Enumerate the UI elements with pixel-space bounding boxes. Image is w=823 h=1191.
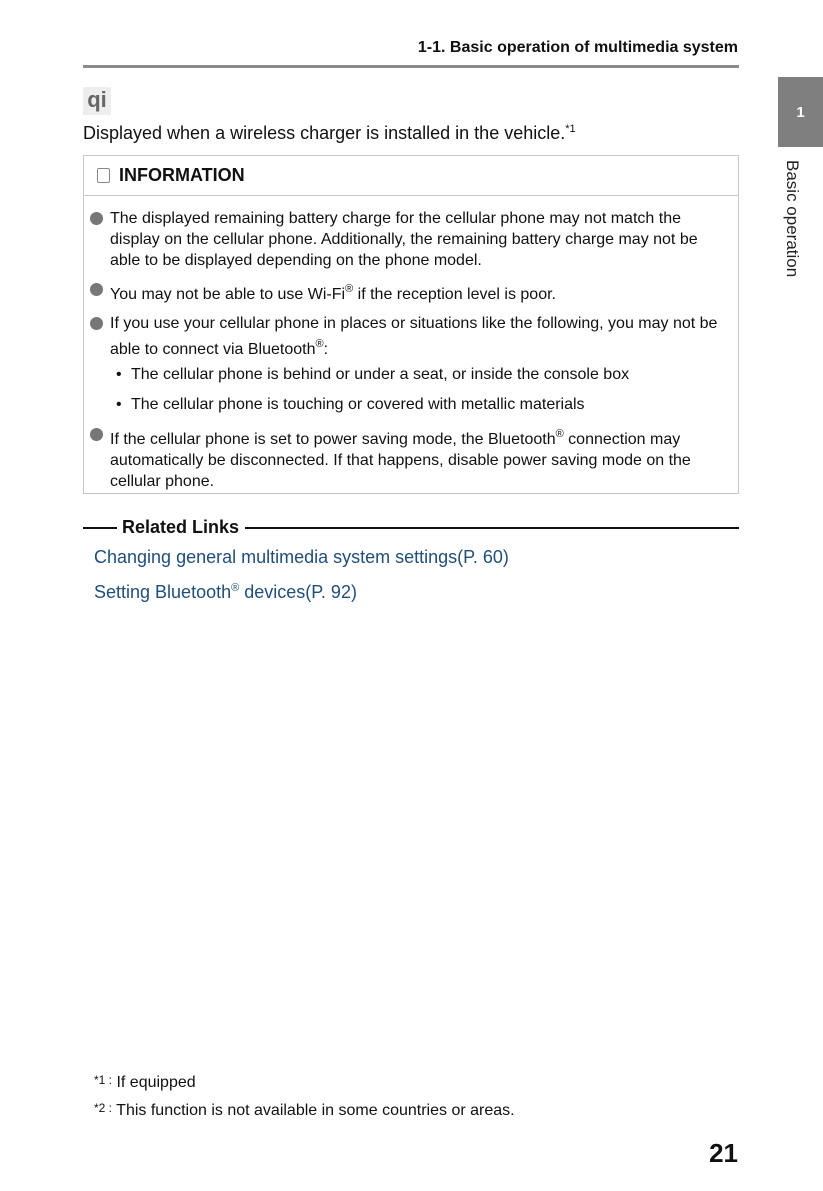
item-text: if the reception level is poor. bbox=[353, 286, 556, 303]
footnote-mark: *1 : bbox=[94, 1073, 113, 1087]
chapter-label: Basic operation bbox=[783, 160, 802, 278]
information-header bbox=[84, 156, 738, 196]
item-text: : bbox=[323, 341, 329, 358]
registered-mark: ® bbox=[555, 428, 564, 440]
list-item bbox=[90, 313, 730, 360]
sub-list-item: • The cellular phone is touching or covered with metallic materials bbox=[90, 394, 730, 415]
registered-mark: ® bbox=[231, 582, 240, 594]
information-title: INFORMATION bbox=[119, 165, 245, 185]
link-text: Setting Bluetooth bbox=[94, 582, 232, 602]
chapter-tab[interactable] bbox=[778, 77, 823, 147]
footnote-1 bbox=[94, 1073, 196, 1092]
list-item bbox=[90, 208, 730, 271]
item-text: If the cellular phone is set to power saving mode, the Bluetooth bbox=[110, 431, 556, 448]
book-icon bbox=[97, 168, 110, 183]
related-links-heading bbox=[83, 517, 739, 538]
qi-wireless-charging-icon: qi bbox=[83, 87, 111, 115]
footnote-text: If equipped bbox=[116, 1074, 196, 1091]
sub-list-item: • The cellular phone is behind or under a seat, or inside the console box bbox=[90, 364, 730, 385]
item-text: connection may automatically be disconnected. If that happens, disable power saving mode on the cellular phone. bbox=[110, 431, 691, 490]
footnote-ref: *1 bbox=[565, 123, 576, 135]
information-box bbox=[83, 155, 739, 494]
related-links-title: Related Links bbox=[122, 517, 240, 537]
list-item bbox=[90, 279, 730, 305]
item-text: If you use your cellular phone in places or situations like the following, you may not be able to connect via Bluetooth bbox=[110, 315, 718, 358]
list-item bbox=[90, 424, 730, 492]
section-header: 1-1. Basic operation of multimedia system bbox=[417, 39, 738, 56]
footnote-2 bbox=[94, 1101, 515, 1120]
description-text: Displayed when a wireless charger is installed in the vehicle. bbox=[83, 123, 566, 143]
chapter-number: 1 bbox=[796, 103, 805, 121]
registered-mark: ® bbox=[315, 338, 324, 350]
page-number: 21 bbox=[709, 1138, 738, 1168]
information-list bbox=[84, 196, 738, 492]
registered-mark: ® bbox=[345, 283, 354, 295]
footnote-text: This function is not available in some countries or areas. bbox=[116, 1102, 515, 1119]
footnote-mark: *2 : bbox=[94, 1101, 113, 1115]
link-general-settings[interactable]: Changing general multimedia system settings(P. 60) bbox=[94, 547, 509, 567]
item-text: The displayed remaining battery charge for the cellular phone may not match the display on the cellular phone. Additionally, the remaining battery charge may not be able to be displayed depending on the phone model. bbox=[110, 210, 698, 269]
link-text: devices(P. 92) bbox=[239, 582, 357, 602]
icon-description bbox=[83, 123, 576, 144]
header-rule bbox=[83, 65, 739, 68]
link-bluetooth-devices[interactable] bbox=[94, 582, 357, 603]
item-text: You may not be able to use Wi-Fi bbox=[110, 286, 346, 303]
